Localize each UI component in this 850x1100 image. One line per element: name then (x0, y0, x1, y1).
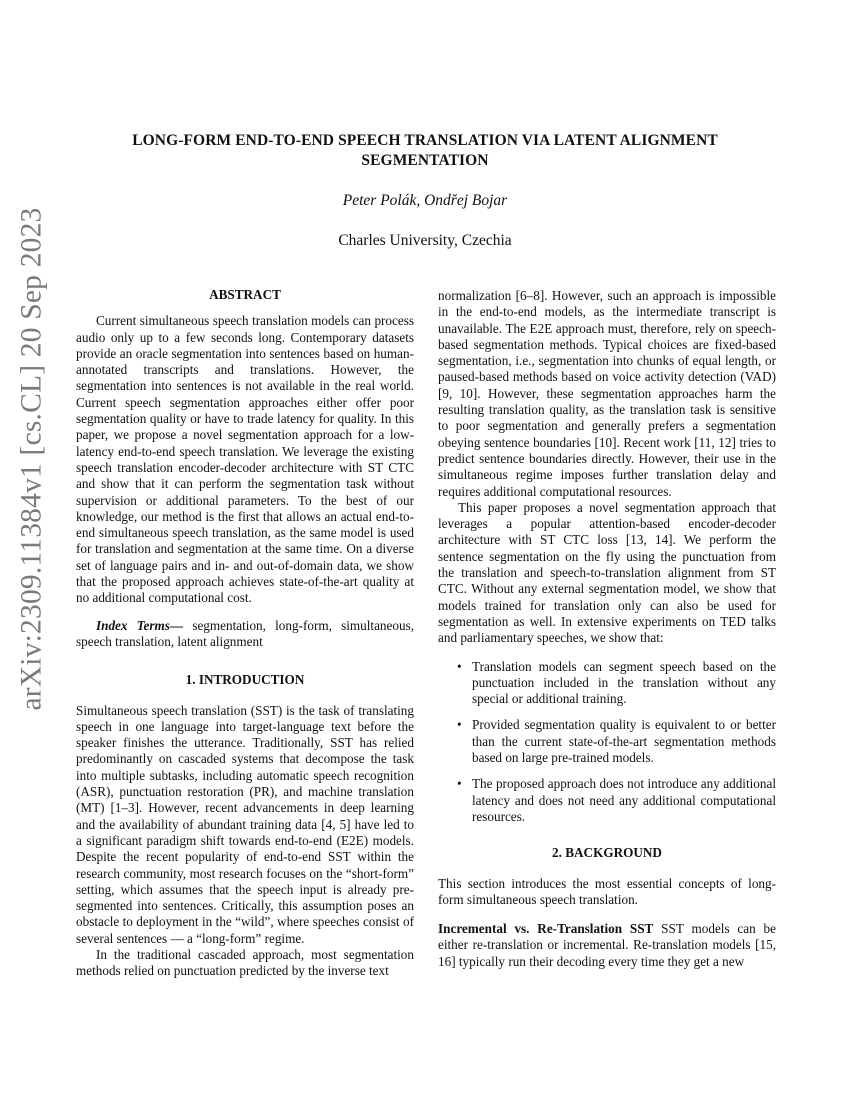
arxiv-sidebar (10, 207, 54, 711)
paper-title (100, 131, 750, 171)
right-column (438, 288, 776, 970)
abstract-heading: ABSTRACT (209, 287, 281, 302)
intro-paragraph-2: In the traditional cascaded approach, most segmentation methods relied on punctuation predicted by the inverse text (76, 946, 414, 979)
index-terms-label: Index Terms— (96, 617, 184, 633)
background-heading: 2. BACKGROUND (552, 845, 662, 861)
background-paragraph-2 (438, 921, 776, 970)
intro-paragraph-1: Simultaneous speech translation (SST) is the task of translating speech in one language into target-language text before the speaker finishes the utterance. Traditionally, SST has relied predominantly on cascaded systems that decompose the task into multiple subtasks, including automatic speech recognition (ASR), punctuation restoration (PR), and machine translation (MT) [1–3]. However, recent advancements in deep learning and the availability of abundant training data [4, 5] have led to a significant paradigm shift towards end-to-end (E2E) models. Despite the recent popularity of end-to-end SST within the research community, most research focuses on the “short-form” setting, which assumes that the speech input is already pre-segmented into sentences. Critically, this assumption poses an obstacle to deployment in the “wild”, where speeches consist of several sentences — a “long-form” regime. (76, 702, 414, 946)
background-paragraph-2-text: SST models can be either re-translation or incremental. Re-translation models [15, 16] typically run their decoding every time they get a new (438, 921, 777, 969)
affiliation: Charles University, Czechia (338, 232, 512, 249)
background-paragraph-1: This section introduces the most essential concepts of long-form simultaneous speech translation. (438, 875, 776, 907)
list-item: • Provided segmentation quality is equivalent to or better than the current state-of-the-art segmentation methods based on large pre-trained models. (438, 717, 776, 766)
paragraph-heading: Incremental vs. Re-Translation SST (438, 921, 654, 937)
index-terms (76, 618, 414, 651)
authors: Peter Polák, Ondřej Bojar (342, 192, 508, 209)
intro-paragraph-2-continued: normalization [6–8]. However, such an approach is impossible in the end-to-end models, as the intermediate transcript is unavailable. The E2E approach must, therefore, rely on speech-based segmentation methods. Typical choices are fixed-based segmentation, i.e., segmentation into chunks of equal length, or paused-based methods based on voice activity detection (VAD) [9, 10]. However, these segmentation approaches harm the resulting translation quality, as the translation task is sensitive to poor segmentation and generally prefers a segmentation obeying sentence boundaries [10]. Recent work [11, 12] tries to predict sentence boundaries directly. However, their use in the simultaneous regime imposes further translation delay and requires additional computational resources. (438, 288, 776, 499)
intro-heading: 1. INTRODUCTION (185, 672, 305, 688)
title-line-2: SEGMENTATION (361, 152, 489, 169)
index-terms-text: segmentation, long-form, simultaneous, speech translation, latent alignment (76, 617, 414, 649)
title-line-1: LONG-FORM END-TO-END SPEECH TRANSLATION VIA LATENT ALIGNMENT (132, 132, 718, 149)
left-column (76, 287, 414, 980)
contribution-list (438, 659, 776, 826)
list-item: • The proposed approach does not introduce any additional latency and does not need any additional computational resources. (438, 776, 776, 825)
intro-paragraph-3: This paper proposes a novel segmentation approach that leverages a popular attention-based encoder-decoder architecture with ST CTC loss [13, 14]. We perform the sentence segmentation on the fly using the punctuation from the translation and speech-to-translation alignment from ST CTC. Without any external segmentation model, we show that models trained for translation only can also be used for segmentation as well. In extensive experiments on TED talks and parliamentary speeches, we show that: (438, 499, 776, 646)
abstract-text: Current simultaneous speech translation models can process audio only up to a few seconds long. Contemporary datasets provide an oracle segmentation into sentences based on human-annotated transcripts and translations. However, the segmentation into sentences is not available in the real world. Current speech segmentation approaches either offer poor segmentation quality or have to trade latency for quality. In this paper, we propose a novel segmentation approach for a low-latency end-to-end speech translation. We leverage the existing speech translation encoder-decoder architecture with ST CTC and show that it can perform the segmentation task without supervision or additional parameters. To the best of our knowledge, our method is the first that allows an actual end-to-end simultaneous speech translation, as the same model is used for translation and segmentation at the same time. On a diverse set of language pairs and in- and out-of-domain data, we show that the proposed approach achieves state-of-the-art quality at no additional computational cost. (76, 313, 414, 606)
list-item: • Translation models can segment speech based on the punctuation included in the translation without any special or additional training. (438, 659, 776, 708)
arxiv-identifier: arXiv:2309.11384v1 [cs.CL] 20 Sep 2023 (15, 207, 48, 711)
